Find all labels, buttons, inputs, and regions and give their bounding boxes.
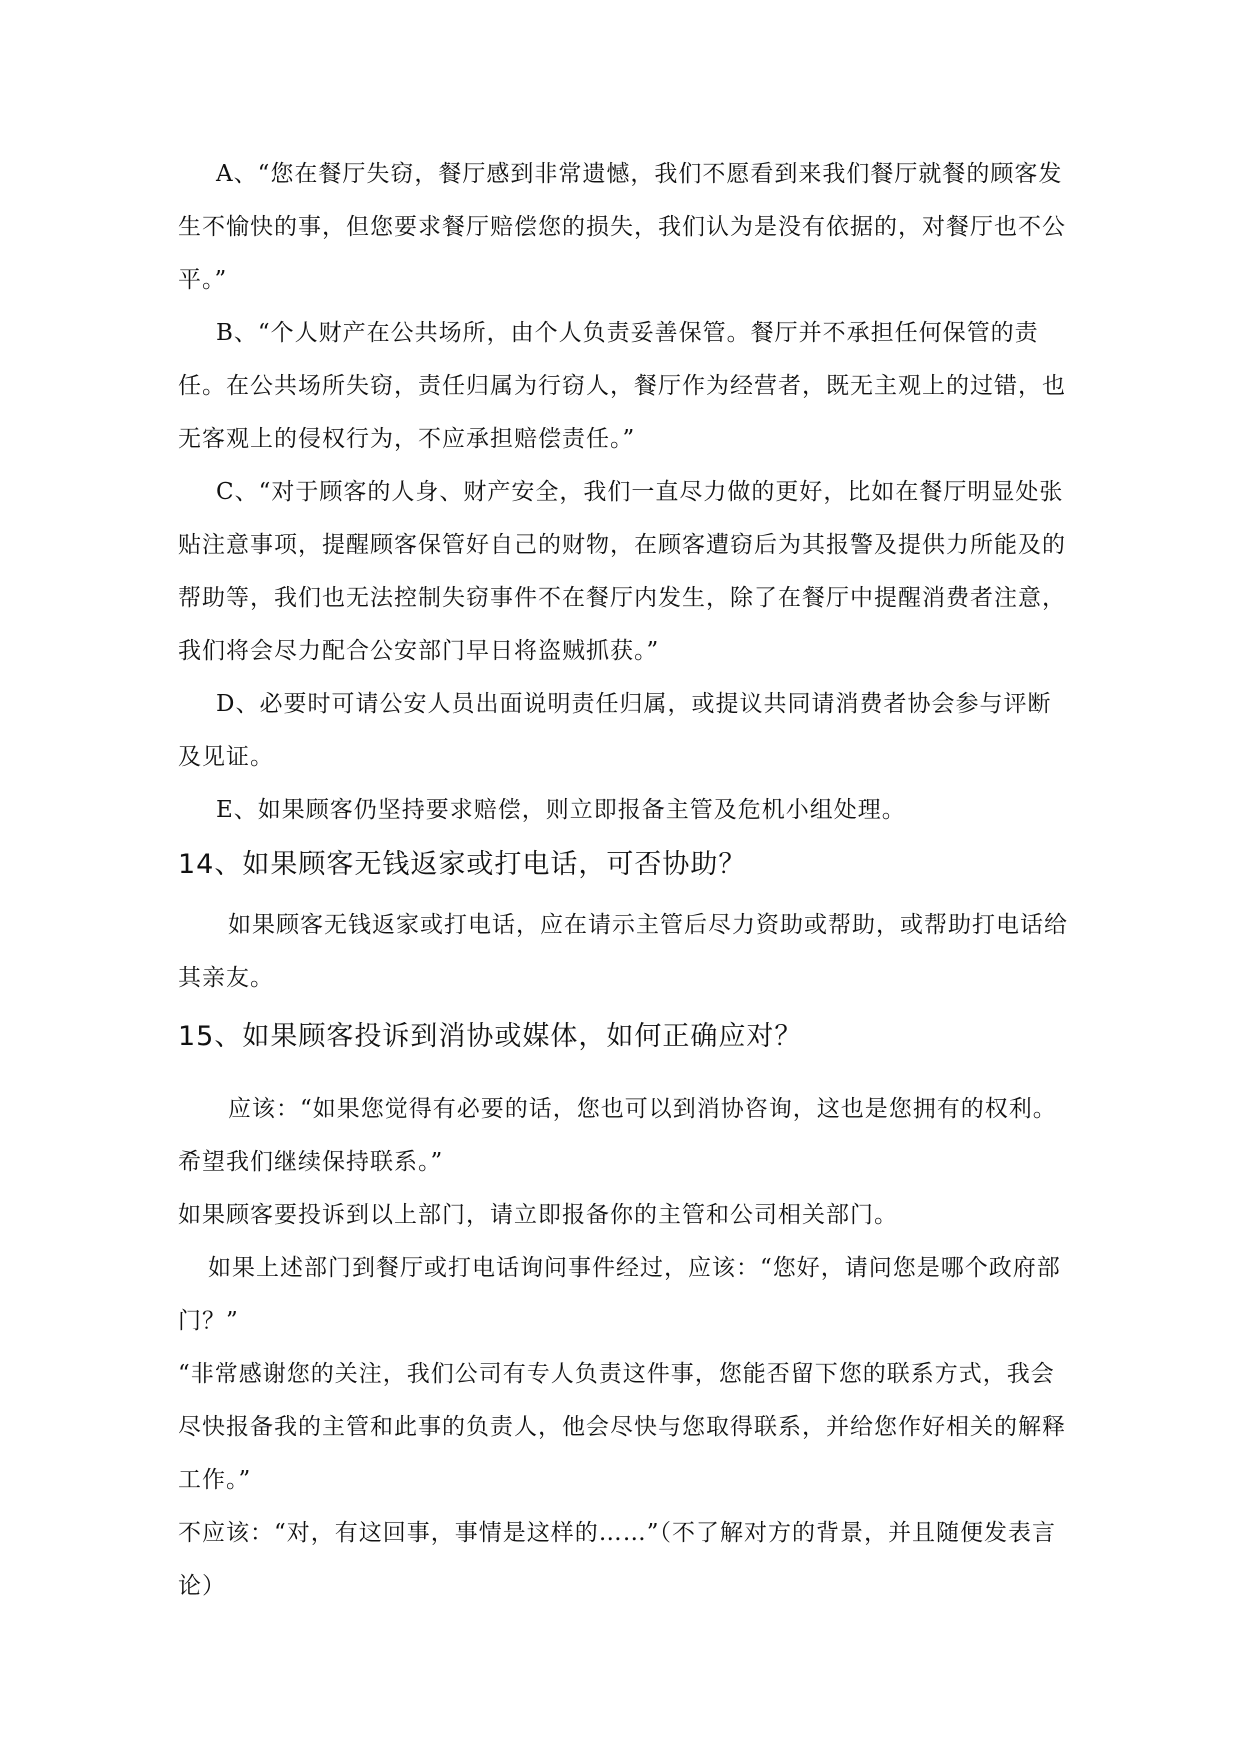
paragraph-c: C、“对于顾客的人身、财产安全，我们一直尽力做的更好，比如在餐厅明显处张贴注意事项，提醒顾客保管好自己的财物，在顾客遭窃后为其报警及提供力所能及的帮助等，我们也无法控制失窃事件不在餐厅内发生，除了在餐厅中提醒消费者注意，我们将会尽力配合公安部门早日将盗贼抓获。” [178,479,1066,664]
question-15-answer-3: 如果上述部门到餐厅或打电话询问事件经过，应该：“您好，请问您是哪个政府部门？” [178,1255,1061,1334]
question-15-answer-4: “非常感谢您的关注，我们公司有专人负责这件事，您能否留下您的联系方式，我会尽快报备我的主管和此事的负责人，他会尽快与您取得联系，并给您作好相关的解释工作。” [178,1361,1066,1493]
paragraph-e: E、如果顾客仍坚持要求赔偿，则立即报备主管及危机小组处理。 [216,797,906,823]
question-14-answer: 如果顾客无钱返家或打电话，应在请示主管后尽力资助或帮助，或帮助打电话给其亲友。 [178,912,1068,991]
paragraph-b: B、“个人财产在公共场所，由个人负责妥善保管。餐厅并不承担任何保管的责任。在公共场所失窃，责任归属为行窃人，餐厅作为经营者，既无主观上的过错，也无客观上的侵权行为，不应承担赔偿责任。” [178,320,1066,452]
question-15-answer-5: 不应该：“对，有这回事，事情是这样的……”（不了解对方的背景，并且随便发表言论） [178,1520,1057,1599]
paragraph-a: A、“您在餐厅失窃，餐厅感到非常遗憾，我们不愿看到来我们餐厅就餐的顾客发生不愉快的事，但您要求餐厅赔偿您的损失，我们认为是没有依据的，对餐厅也不公平。” [178,161,1066,293]
question-14-heading: 14、如果顾客无钱返家或打电话，可否协助？ [178,849,747,880]
paragraph-d: D、必要时可请公安人员出面说明责任归属，或提议共同请消费者协会参与评断及见证。 [178,691,1052,770]
question-15-answer-2: 如果顾客要投诉到以上部门，请立即报备你的主管和公司相关部门。 [178,1202,898,1228]
question-15-heading: 15、如果顾客投诉到消协或媒体，如何正确应对？ [178,1021,803,1052]
question-15-answer-1: 应该：“如果您觉得有必要的话，您也可以到消协咨询，这也是您拥有的权利。希望我们继续保持联系。” [178,1096,1057,1175]
